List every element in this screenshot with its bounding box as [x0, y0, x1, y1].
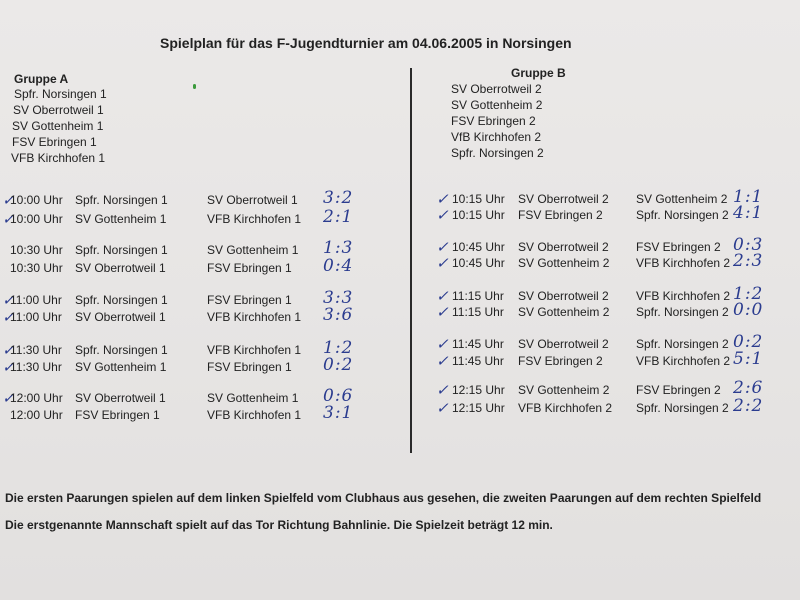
away-team: FSV Ebringen 2 — [636, 240, 721, 254]
handwritten-score: 2:3 — [733, 251, 764, 271]
away-team: Spfr. Norsingen 2 — [636, 337, 729, 351]
away-team: SV Gottenheim 2 — [636, 192, 728, 206]
match-time: 10:00 Uhr — [10, 212, 63, 226]
handwritten-score: 3:3 — [323, 288, 354, 308]
away-team: VFB Kirchhofen 1 — [207, 310, 302, 324]
match-time: 11:00 Uhr — [10, 310, 62, 324]
check-mark: ✓ — [436, 352, 449, 370]
check-mark: ✓ — [2, 341, 15, 359]
handwritten-score: 0:3 — [733, 235, 764, 255]
handwritten-score: 1:3 — [323, 238, 354, 258]
handwritten-score: 2:2 — [733, 396, 764, 416]
away-team: FSV Ebringen 1 — [207, 293, 292, 307]
away-team: VFB Kirchhofen 1 — [207, 212, 302, 226]
handwritten-score: 3:1 — [323, 403, 354, 423]
home-team: SV Oberrotweil 2 — [518, 289, 609, 303]
handwritten-score: 0:0 — [733, 300, 764, 320]
match-time: 12:00 Uhr — [10, 391, 63, 405]
handwritten-score: 3:2 — [323, 188, 354, 208]
handwritten-score: 3:6 — [323, 305, 354, 325]
away-team: SV Oberrotweil 1 — [207, 193, 298, 207]
match-time: 12:15 Uhr — [452, 401, 505, 415]
group-b-team: Spfr. Norsingen 2 — [451, 146, 544, 160]
group-a-heading: Gruppe A — [14, 72, 69, 86]
home-team: FSV Ebringen 1 — [75, 408, 160, 422]
match-time: 12:00 Uhr — [10, 408, 63, 422]
home-team: SV Oberrotweil 2 — [518, 337, 609, 351]
handwritten-score: 4:1 — [733, 203, 764, 223]
away-team: Spfr. Norsingen 2 — [636, 305, 729, 319]
away-team: VFB Kirchhofen 2 — [636, 354, 731, 368]
away-team: VFB Kirchhofen 1 — [207, 343, 302, 357]
note-goal-direction: Die erstgenannte Mannschaft spielt auf das Tor Richtung Bahnlinie. Die Spielzeit beträgt 12 min. — [5, 518, 553, 532]
group-b-team: SV Oberrotweil 2 — [451, 82, 542, 96]
handwritten-score: 0:2 — [323, 355, 354, 375]
home-team: SV Gottenheim 1 — [75, 360, 167, 374]
page-title: Spielplan für das F-Jugendturnier am 04.06.2005 in Norsingen — [160, 35, 572, 51]
match-time: 10:30 Uhr — [10, 243, 63, 257]
handwritten-score: 2:1 — [323, 207, 354, 227]
home-team: SV Oberrotweil 1 — [75, 261, 166, 275]
match-time: 11:30 Uhr — [10, 343, 62, 357]
check-mark: ✓ — [436, 238, 449, 256]
group-a-team: FSV Ebringen 1 — [12, 135, 97, 149]
away-team: Spfr. Norsingen 2 — [636, 208, 729, 222]
home-team: SV Oberrotweil 2 — [518, 240, 609, 254]
check-mark: ✓ — [436, 206, 449, 224]
match-time: 11:15 Uhr — [452, 305, 504, 319]
handwritten-score: 1:2 — [733, 284, 764, 304]
check-mark: ✓ — [2, 210, 15, 228]
match-time: 11:30 Uhr — [10, 360, 62, 374]
away-team: FSV Ebringen 2 — [636, 383, 721, 397]
match-time: 11:45 Uhr — [452, 337, 504, 351]
away-team: Spfr. Norsingen 2 — [636, 401, 729, 415]
handwritten-score: 1:1 — [733, 187, 764, 207]
away-team: SV Gottenheim 1 — [207, 243, 299, 257]
away-team: VFB Kirchhofen 1 — [207, 408, 302, 422]
check-mark: ✓ — [2, 308, 15, 326]
match-time: 10:30 Uhr — [10, 261, 63, 275]
home-team: SV Gottenheim 1 — [75, 212, 167, 226]
match-time: 12:15 Uhr — [452, 383, 505, 397]
check-mark: ✓ — [436, 190, 449, 208]
check-mark: ✓ — [436, 254, 449, 272]
away-team: FSV Ebringen 1 — [207, 360, 292, 374]
group-a-team: Spfr. Norsingen 1 — [14, 87, 107, 101]
check-mark: ✓ — [2, 291, 15, 309]
ink-dot — [193, 84, 196, 89]
check-mark: ✓ — [436, 287, 449, 305]
away-team: VFB Kirchhofen 2 — [636, 256, 731, 270]
home-team: SV Oberrotweil 1 — [75, 310, 166, 324]
home-team: Spfr. Norsingen 1 — [75, 193, 168, 207]
group-a-team: SV Gottenheim 1 — [12, 119, 104, 133]
home-team: Spfr. Norsingen 1 — [75, 343, 168, 357]
away-team: FSV Ebringen 1 — [207, 261, 292, 275]
handwritten-score: 2:6 — [733, 378, 764, 398]
check-mark: ✓ — [2, 191, 15, 209]
handwritten-score: 1:2 — [323, 338, 354, 358]
match-time: 11:15 Uhr — [452, 289, 504, 303]
note-fields: Die ersten Paarungen spielen auf dem linken Spielfeld vom Clubhaus aus gesehen, die zweiten Paarungen auf dem rechten Spielfeld — [5, 491, 762, 505]
away-team: VFB Kirchhofen 2 — [636, 289, 731, 303]
match-time: 10:45 Uhr — [452, 240, 505, 254]
match-time: 10:15 Uhr — [452, 208, 505, 222]
home-team: VFB Kirchhofen 2 — [518, 401, 613, 415]
home-team: Spfr. Norsingen 1 — [75, 293, 168, 307]
group-b-team: VfB Kirchhofen 2 — [451, 130, 542, 144]
home-team: SV Oberrotweil 1 — [75, 391, 166, 405]
check-mark: ✓ — [2, 358, 15, 376]
home-team: SV Gottenheim 2 — [518, 383, 610, 397]
handwritten-score: 0:6 — [323, 386, 354, 406]
group-a-team: SV Oberrotweil 1 — [13, 103, 104, 117]
match-time: 10:00 Uhr — [10, 193, 63, 207]
check-mark: ✓ — [436, 399, 449, 417]
group-b-heading: Gruppe B — [511, 66, 566, 80]
check-mark: ✓ — [436, 303, 449, 321]
handwritten-score: 5:1 — [733, 349, 764, 369]
group-b-team: FSV Ebringen 2 — [451, 114, 536, 128]
home-team: FSV Ebringen 2 — [518, 354, 603, 368]
home-team: Spfr. Norsingen 1 — [75, 243, 168, 257]
home-team: FSV Ebringen 2 — [518, 208, 603, 222]
away-team: SV Gottenheim 1 — [207, 391, 299, 405]
group-b-team: SV Gottenheim 2 — [451, 98, 543, 112]
check-mark: ✓ — [2, 389, 15, 407]
check-mark: ✓ — [436, 335, 449, 353]
match-time: 10:45 Uhr — [452, 256, 505, 270]
group-a-team: VFB Kirchhofen 1 — [11, 151, 106, 165]
home-team: SV Gottenheim 2 — [518, 305, 610, 319]
check-mark: ✓ — [436, 381, 449, 399]
home-team: SV Gottenheim 2 — [518, 256, 610, 270]
column-divider — [410, 68, 412, 453]
match-time: 11:00 Uhr — [10, 293, 62, 307]
match-time: 11:45 Uhr — [452, 354, 504, 368]
home-team: SV Oberrotweil 2 — [518, 192, 609, 206]
handwritten-score: 0:2 — [733, 332, 764, 352]
handwritten-score: 0:4 — [323, 256, 354, 276]
match-time: 10:15 Uhr — [452, 192, 505, 206]
